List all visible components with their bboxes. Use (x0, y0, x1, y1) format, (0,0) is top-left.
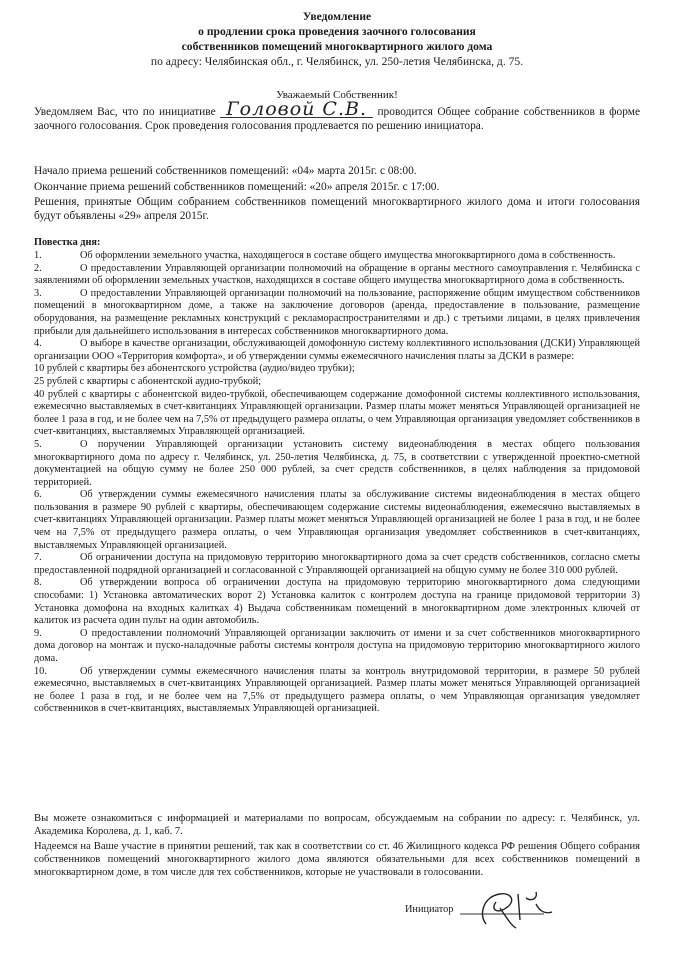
intro-text: собственников в форме заочного голосования. Срок проведения голосования продлевается по решению инициатора. (34, 106, 641, 133)
agenda-item: 3. О предоставлении Управляющей организации полномочий на пользование, распоряжение общим имуществом собственников помещений в многоквартирном доме, а также на заключение договоров (аренда, предоставление в пользование, размещение оборудования, на размещение рекламных конструкций с рекламораспространителями и др.) с третьими лицами, в целях привлечения прибыли для дальнейшего использования в интересах собственников многоквартирного дома. (34, 287, 640, 337)
agenda-item: 7. Об ограничении доступа на придомовую территорию многоквартирного дома за счет средств собственников, согласно сметы предоставленной подрядной организацией и согласованной с Управляющей организацией на общую сумму не более 310 000 рублей. (34, 552, 640, 576)
initiator-signature (456, 884, 566, 930)
agenda-item: 9. О предоставлении полномочий Управляющей организации заключить от имени и за счет собственников многоквартирного дома договор на монтаж и пуско-наладочные работы системы контроля доступа на придомовую территорию многоквартирного жилого дома. (34, 627, 640, 664)
hope-paragraph: Надеемся на Ваше участие в принятии решений, так как в соответствии со ст. 46 Жилищного кодекса РФ решения Общего собрания собственников помещений многоквартирного жилого дома являются обязательными для всех собственников помещений в многоквартирном доме, в том числе для тех собственников, которые не участвовали в голосовании. (34, 841, 640, 878)
initiator-handwritten-name: Головой С.В. (220, 101, 373, 118)
intro-text: проводится Общее собрание (377, 106, 520, 118)
results-date: Решения, принятые Общим собранием собственников помещений многоквартирного жилого дома и итоги голосования будут объявлены «29» апреля 2015г. (34, 196, 640, 223)
info-paragraph: Вы можете ознакомиться с информацией и материалами по вопросам, обсуждаемым на собрании по адресу: г. Челябинск, ул. Академика Королева, д. 1, каб. 7. (34, 813, 640, 837)
agenda-item-4-line: 25 рублей с квартиры с абонентской аудио-трубкой; (34, 375, 262, 387)
initiator-label: Инициатор (405, 904, 454, 915)
agenda-item: 10. Об утверждении суммы ежемесячного начисления платы за контроль внутридомовой территории, в размере 50 рублей ежемесячно, выставляемых в счет-квитанциях Управляющей организацией. Размер платы может меняться Управляющей организацией не более 1 раза в год, и не более чем на 7,5% от предыдущего размера оплаты, о чем Управляющая организация уведомляет собственников в счет-квитанциях, выставляемых Управляющей организацией. (34, 665, 640, 715)
agenda-item: 6. Об утверждении суммы ежемесячного начисления платы за обслуживание системы видеонаблюдения в местах общего пользования в размере 90 рублей с квартиры, обеспечивающем содержание системы видеонаблюдения, ежемесячно выставляемых в счет-квитанциях Управляющей организации. Размер платы может меняться Управляющей организацией не более 1 раза в год, и не более чем на 7,5% от предыдущего размера оплаты, о чем Управляющая организация уведомляет собственников в счет-квитанциях, выставляемых Управляющей организацией. (34, 489, 640, 551)
agenda-item: 2. О предоставлении Управляющей организации полномочий на обращение в органы местного самоуправления г. Челябинска с заявлениями об оформлении земельных участков, находящихся в составе общего имущества многоквартирного дома в собственность. (34, 262, 640, 287)
end-date: Окончание приема решений собственников помещений: «20» апреля 2015г. с 17:00. (34, 181, 440, 193)
notice-title: Уведомление (302, 10, 372, 23)
agenda-title: Повестка дня: (34, 237, 101, 248)
start-date: Начало приема решений собственников помещений: «04» марта 2015г. с 08:00. (34, 165, 417, 177)
agenda-item: 1. Об оформлении земельного участка, находящегося в составе общего имущества многоквартирного дома в собственность. (34, 250, 616, 261)
notice-subtitle-line: о продлении срока проведения заочного голосования (198, 25, 476, 38)
agenda-item: 8. Об утверждении вопроса об ограничении доступа на придомовую территорию многоквартирного дома следующими способами: 1) Установка автоматических ворот 2) Установка калиток с контролем доступа на границе придомовой территории 3) Установка домофона на входных калитках 4) Выдача собственникам помещений в многоквартирном доме электронных ключей от калиток из расчета один пульт на один автомобиль. (34, 577, 640, 627)
intro-text: Уведомляем Вас, что по инициативе (34, 106, 216, 118)
agenda-item: 4. О выборе в качестве организации, обслуживающей домофонную систему коллективного использования (ДСКИ) Управляющей организации ООО «Территория комфорта», и об утверждении суммы ежемесячного начисления платы за ДСКИ в размере: (34, 338, 640, 362)
intro-paragraph (34, 98, 641, 133)
greeting: Уважаемый Собственник! (276, 89, 398, 101)
agenda-item: 5. О поручении Управляющей организации установить систему видеонаблюдения в местах общего пользования многоквартирного дома по адресу г. Челябинск, ул. 250-летия Челябинска, д. 75, в соответствии с утвержденной проектно-сметной документацией на общую сумму не более 250 000 рублей, за счет средств собственников, в целях наблюдения за придомовой территорией. (34, 438, 640, 488)
notice-address: по адресу: Челябинская обл., г. Челябинск, ул. 250-летия Челябинска, д. 75. (150, 55, 524, 68)
notice-subtitle-line: собственников помещений многоквартирного жилого дома (181, 40, 493, 53)
agenda-list-part-1 (34, 250, 640, 716)
agenda-item-4-line: 40 рублей с квартиры с абонентской видео-трубкой, обеспечивающем содержание домофонной системы коллективного использования, ежемесячно выставляемых в счет-квитанциях Управляющей организации. Размер платы может меняться Управляющей организацией не более 1 раза в год, и не более чем на 7,5% от предыдущего размера оплаты, о чем Управляющая организация уведомляет собственников в счет-квитанциях, выставляемых Управляющей организацией. (34, 388, 640, 438)
agenda-item-4-line: 10 рублей с квартиры без абонентского устройства (аудио/видео трубки); (34, 363, 355, 375)
